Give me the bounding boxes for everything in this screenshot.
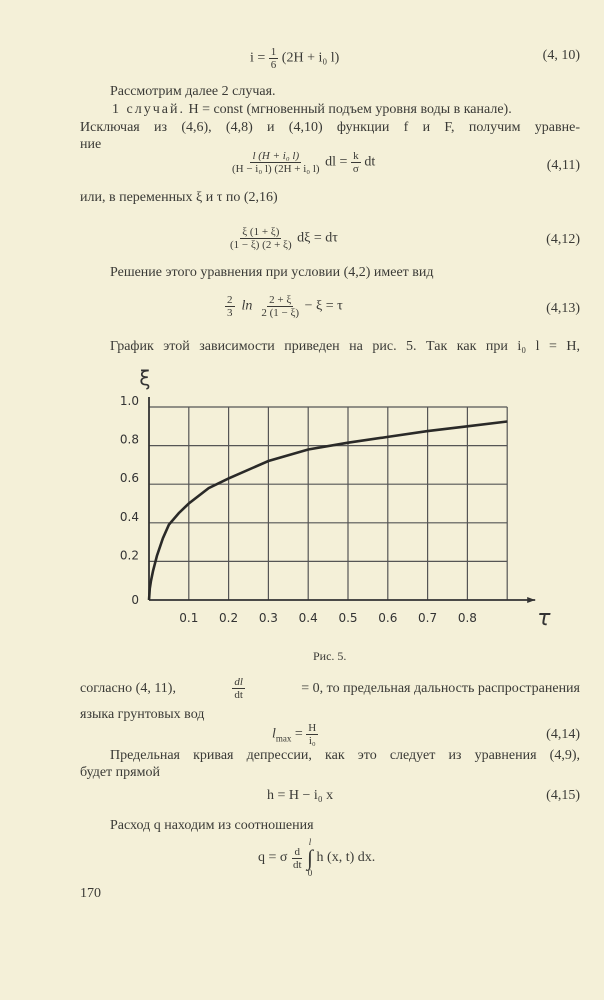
y-tick-label: 0.4 — [119, 509, 139, 524]
y-tick-label: 0.2 — [119, 548, 139, 563]
paragraph — [80, 676, 580, 701]
paragraph: Рассмотрим далее 2 случая. — [110, 84, 276, 99]
equation-4-12 — [228, 226, 338, 251]
x-tick-label: 0.1 — [179, 611, 199, 625]
equation-number: (4,13) — [546, 301, 580, 316]
equation-number: (4,14) — [546, 727, 580, 742]
numerator: dl — [234, 676, 243, 688]
equation-4-14 — [272, 722, 318, 747]
numerator: 1 — [270, 46, 277, 58]
equation-4-11 — [230, 150, 375, 175]
eq-rhs: dt — [364, 154, 376, 170]
x-tick-label: 0.3 — [258, 611, 278, 625]
denominator: (1 − ξ) (2 + ξ) — [230, 239, 292, 251]
ln-operator: ln — [241, 298, 253, 314]
eq-lhs: l — [272, 726, 276, 742]
page-number: 170 — [80, 886, 101, 901]
denominator: 2 (1 − ξ) — [261, 307, 300, 319]
paragraph: или, в переменных ξ и τ по (2,16) — [80, 190, 278, 205]
y-tick-label: 1.0 — [119, 394, 139, 408]
fraction — [232, 676, 245, 701]
x-tick-label: 0.4 — [298, 611, 318, 625]
equation-4-15: h = H − i₀ x — [267, 788, 334, 803]
denominator: dt — [292, 858, 302, 871]
chart-axes — [149, 397, 535, 603]
numerator: d — [294, 845, 300, 858]
y-axis-label: ξ — [139, 366, 151, 390]
equation-number: (4,12) — [546, 232, 580, 247]
subscript: max — [275, 733, 292, 744]
paragraph: Расход q находим из соотношения — [110, 818, 314, 833]
integral-sign: ∫ — [307, 845, 314, 870]
paragraph: будет прямой — [80, 765, 160, 780]
paragraph-text: = 0, то предельная дальность распространения — [301, 680, 580, 696]
eq-lhs: i = — [250, 50, 266, 66]
fraction — [291, 846, 304, 871]
eq-rhs: h (x, t) dx. — [316, 850, 376, 865]
fraction — [228, 226, 294, 251]
equation-discharge — [258, 838, 375, 878]
equation-number: (4,11) — [546, 158, 580, 173]
numerator: k — [353, 150, 359, 162]
fraction — [269, 46, 279, 71]
y-tick-label: 0.6 — [119, 471, 139, 486]
numerator: 2 — [227, 294, 233, 306]
paragraph: языка грунтовых вод — [80, 707, 205, 722]
denominator: 6 — [270, 59, 277, 71]
eq-rhs: dξ = dτ — [297, 230, 338, 246]
equation-number: (4,15) — [546, 788, 580, 803]
figure-5-chart — [100, 360, 560, 640]
equation-4-13 — [225, 294, 343, 319]
chart-labels — [120, 366, 551, 631]
numerator: H — [308, 722, 317, 734]
y-tick-label: 0.8 — [119, 432, 139, 447]
denominator: σ — [352, 163, 359, 175]
paragraph: Исключая из (4,6), (4,8) и (4,10) функции f и F, получим уравне- — [80, 120, 580, 135]
chart-grid — [149, 407, 507, 600]
denominator: i₀ — [308, 735, 316, 747]
paragraph: Предельная кривая депрессии, как это следует из уравнения (4,9), — [110, 748, 580, 763]
fraction — [225, 294, 235, 319]
denominator: 3 — [227, 307, 233, 319]
fraction — [306, 722, 318, 747]
denominator: dt — [234, 689, 243, 701]
eq-rhs: − ξ = τ — [304, 298, 343, 314]
numerator: 2 + ξ — [269, 294, 292, 306]
numerator: l (H + i₀ l) — [252, 150, 300, 162]
equation-number: (4, 10) — [542, 48, 580, 63]
paragraph: ние — [80, 137, 102, 152]
paragraph: График этой зависимости приведен на рис. 5. Так как при i₀ l = H, — [110, 339, 580, 354]
x-tick-label: 0.7 — [418, 611, 438, 625]
paragraph-text: согласно (4, 11), — [80, 680, 176, 696]
eq-rhs: (2H + i₀ l) — [281, 50, 340, 66]
x-tick-label: 0.8 — [457, 611, 477, 625]
y-tick-label: 0 — [131, 593, 139, 607]
numerator: ξ (1 + ξ) — [242, 226, 280, 238]
fraction — [230, 150, 322, 175]
x-tick-label: 0.2 — [219, 611, 239, 625]
eq-lhs: q = σ — [258, 850, 288, 865]
x-tick-label: 0.6 — [378, 611, 398, 625]
integral-lower-limit: 0 — [307, 868, 313, 878]
paragraph — [112, 102, 512, 118]
integral-upper-limit: l — [308, 837, 312, 847]
case-heading: 1 случай. — [112, 102, 185, 117]
denominator: (H − i₀ l) (2H + i₀ l) — [232, 163, 320, 175]
equation-4-10 — [250, 46, 339, 71]
equals-sign: = — [294, 726, 303, 742]
x-tick-label: 0.5 — [338, 611, 358, 625]
x-axis-label: τ — [537, 606, 551, 631]
eq-mid: dl = — [325, 154, 348, 170]
x-axis-arrow-icon — [527, 597, 535, 603]
series-line — [149, 422, 507, 601]
fraction — [351, 150, 361, 175]
integral — [307, 838, 313, 878]
paragraph-text: H = const (мгновенный подъем уровня воды в канале). — [188, 102, 512, 117]
paragraph: Решение этого уравнения при условии (4,2) имеет вид — [110, 265, 434, 280]
fraction — [259, 294, 301, 319]
figure-caption: Рис. 5. — [313, 649, 347, 663]
